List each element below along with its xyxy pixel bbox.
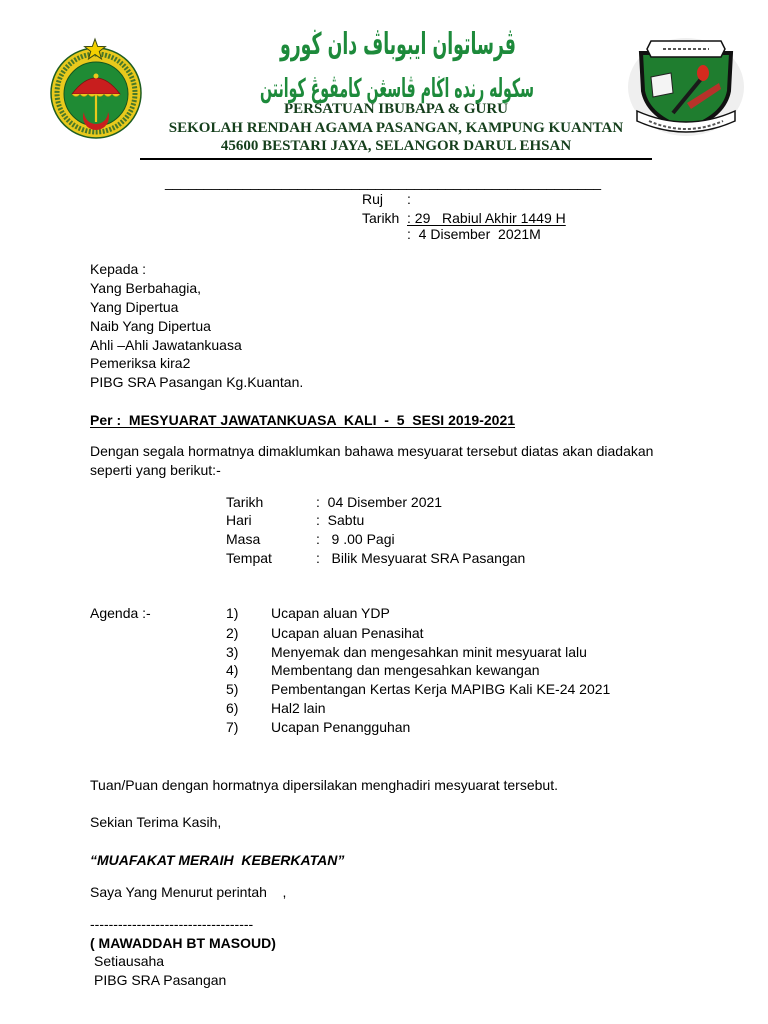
detail-label-date: Tarikh [226, 494, 264, 510]
intro-line: Dengan segala hormatnya dimaklumkan bahawa mesyuarat tersebut diatas akan diadakan [90, 443, 654, 459]
invitation-text: Tuan/Puan dengan hormatnya dipersilakan menghadiri mesyuarat tersebut. [90, 777, 558, 793]
recipient-line: PIBG SRA Pasangan Kg.Kuantan. [90, 374, 304, 390]
agenda-item-number: 7) [226, 719, 239, 735]
recipient-salutation: Kepada : [90, 261, 147, 277]
agenda-item-text: Pembentangan Kertas Kerja MAPIBG Kali KE-24 2021 [271, 681, 611, 697]
detail-label-day: Hari [226, 512, 252, 528]
recipient-line: Yang Berbahagia, [90, 280, 202, 296]
agenda-item-number: 3) [226, 644, 239, 660]
association-name: PERSATUAN IBUBAPA & GURU [283, 101, 509, 117]
agenda-item-text: Ucapan Penangguhan [271, 719, 411, 735]
school-name: SEKOLAH RENDAH AGAMA PASANGAN, KAMPUNG KUANTAN [168, 120, 624, 136]
agenda-item-number: 2) [226, 625, 239, 641]
blank-fill-line: ________________________________________________________ [165, 174, 602, 190]
signatory-name: ( MAWADDAH BT MASOUD) [90, 935, 276, 951]
motto-text: “MUAFAKAT MERAIH KEBERKATAN” [90, 852, 345, 868]
agenda-item-text: Ucapan aluan YDP [271, 605, 390, 621]
date-label: Tarikh [362, 210, 400, 226]
agenda-item-text: Menyemak dan mengesahkan minit mesyuarat lalu [271, 644, 587, 660]
agenda-item-number: 4) [226, 662, 239, 678]
recipient-line: Ahli –Ahli Jawatankuasa [90, 337, 242, 353]
agenda-item-text: Hal2 lain [271, 700, 326, 716]
letter-subject: Per : MESYUARAT JAWATANKUASA KALI - 5 SESI 2019-2021 [90, 412, 516, 428]
date-hijri: : 29 Rabiul Akhir 1449 H [407, 210, 566, 226]
detail-value-day: : Sabtu [316, 512, 365, 528]
reference-value: : [407, 191, 411, 207]
recipient-line: Yang Dipertua [90, 299, 179, 315]
signatory-organisation: PIBG SRA Pasangan [94, 972, 227, 988]
agenda-label: Agenda :- [90, 605, 151, 621]
valediction-text: Saya Yang Menurut perintah , [90, 884, 287, 900]
jawi-calligraphy-line-1 [270, 16, 526, 66]
thanks-text: Sekian Terima Kasih, [90, 814, 222, 830]
intro-line: seperti yang berikut:- [90, 462, 221, 478]
recipient-line: Pemeriksa kira2 [90, 355, 191, 371]
religious-department-crest-icon [48, 38, 146, 142]
signatory-title: Setiausaha [94, 953, 165, 969]
agenda-item-number: 1) [226, 605, 239, 621]
signature-line: ----------------------------------- [90, 916, 254, 932]
detail-label-venue: Tempat [226, 550, 272, 566]
jawi-association-text: ڤرساتوان ايبوباڤ دان ڬورو [278, 27, 516, 62]
jawi-school-text: سکوله رنده اڬام ڤاسڠن کامڤوڠ کوانتن [260, 74, 534, 104]
reference-label: Ruj [362, 191, 384, 207]
detail-value-venue: : Bilik Mesyuarat SRA Pasangan [316, 550, 526, 566]
detail-value-time: : 9 .00 Pagi [316, 531, 395, 547]
detail-value-date: : 04 Disember 2021 [316, 494, 443, 510]
header-divider [140, 158, 652, 160]
agenda-item-number: 6) [226, 700, 239, 716]
detail-label-time: Masa [226, 531, 261, 547]
school-address: 45600 BESTARI JAYA, SELANGOR DARUL EHSAN [220, 138, 572, 154]
recipient-line: Naib Yang Dipertua [90, 318, 211, 334]
date-gregorian: : 4 Disember 2021M [407, 226, 541, 242]
agenda-item-text: Ucapan aluan Penasihat [271, 625, 424, 641]
agenda-item-number: 5) [226, 681, 239, 697]
agenda-item-text: Membentang dan mengesahkan kewangan [271, 662, 540, 678]
